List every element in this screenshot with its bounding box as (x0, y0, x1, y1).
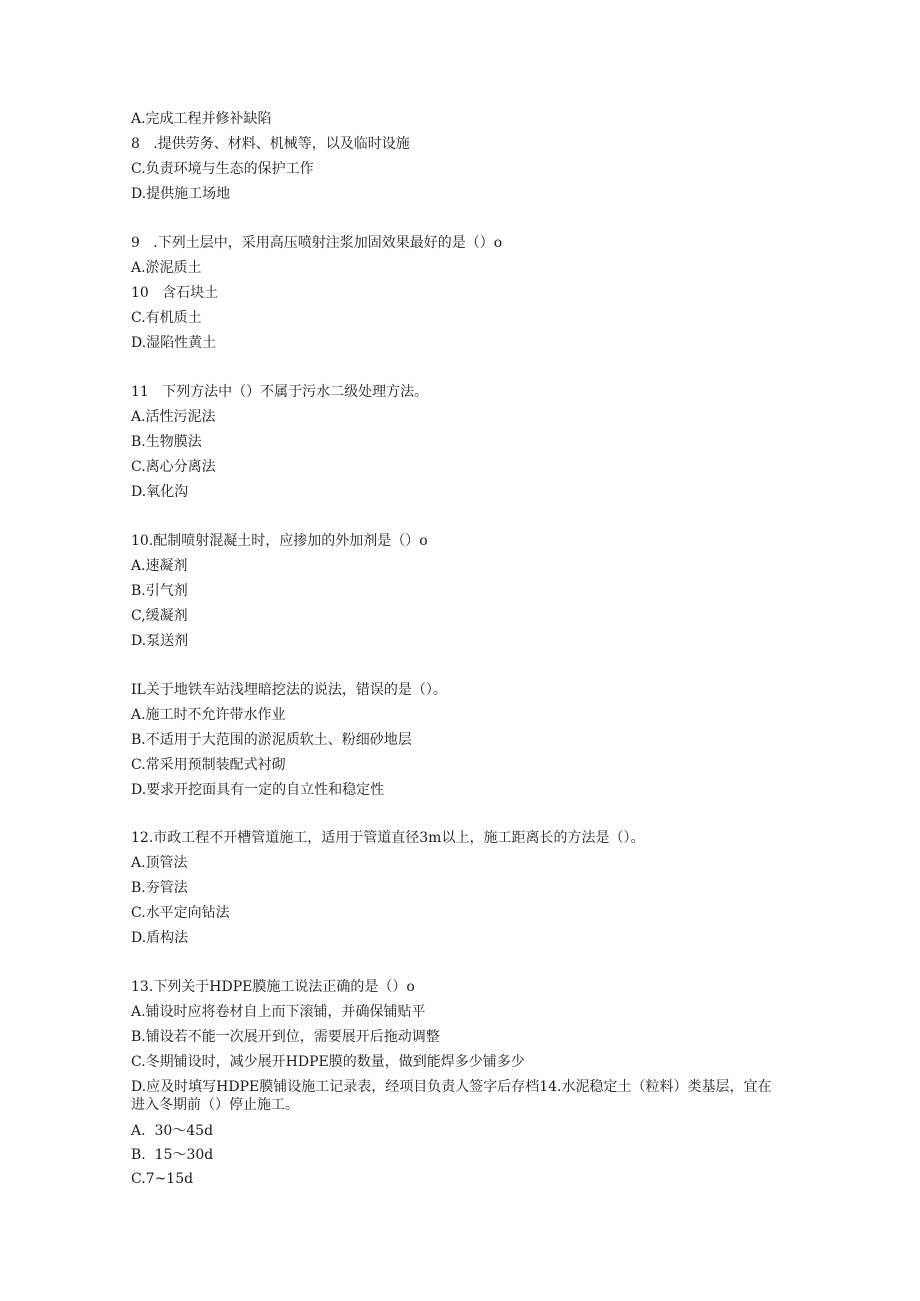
option-line: C.负责环境与生态的保护工作 (131, 161, 314, 177)
option-line: C.常采用预制装配式衬砌 (131, 757, 286, 773)
option-line: B.引气剂 (131, 583, 188, 599)
option-line: C,缓凝剂 (131, 608, 188, 624)
option-line: B.不适用于大范围的淤泥质软土、粉细砂地层 (131, 732, 412, 748)
option-line: A.淤泥质土 (131, 260, 202, 276)
option-line: A.施工时不允许带水作业 (131, 707, 286, 723)
option-line: B.生物膜法 (131, 434, 202, 450)
option-line: C.离心分离法 (131, 459, 216, 475)
option-line: B. 15～30d (131, 1147, 214, 1163)
option-line: D.氧化沟 (131, 484, 189, 500)
question-line: 11 下列方法中（）不属于污水二级处理方法。 (131, 384, 429, 400)
option-line: D.湿陷性黄土 (131, 335, 217, 351)
option-line: A.完成工程并修补缺陷 (131, 111, 272, 127)
question-line: 10.配制喷射混凝土时，应掺加的外加剂是（）o (131, 533, 428, 549)
option-line: D.泵送剂 (131, 633, 189, 649)
option-line: C.有机质土 (131, 310, 202, 326)
option-line: A.顶管法 (131, 855, 188, 871)
option-wrapped-line: D.应及时填写HDPE膜铺设施工记录表，经项目负责人签字后存档14.水泥稳定土（粒料）类基层，宜在进入冬期前（）停止施工。 (131, 1079, 772, 1113)
option-line: A.速凝剂 (131, 558, 188, 574)
question-line: 9 .下列土层中，采用高压喷射注浆加固效果最好的是（）o (131, 235, 503, 251)
option-line: A.活性污泥法 (131, 409, 216, 425)
option-line: B.铺设若不能一次展开到位，需要展开后拖动调整 (131, 1029, 440, 1045)
option-line: D.要求开挖面具有一定的自立性和稳定性 (131, 782, 385, 798)
option-line: C.水平定向钻法 (131, 905, 230, 921)
question-line: IL关于地铁车站浅埋暗挖法的说法，错误的是（）。 (131, 682, 447, 698)
option-line: B.夯管法 (131, 880, 188, 896)
question-line: 10 含石块土 (131, 285, 219, 301)
option-line: C.冬期铺设时，减少展开HDPE膜的数量，做到能焊多少铺多少 (131, 1054, 525, 1070)
option-line: A. 30～45d (131, 1123, 214, 1139)
option-line: D.盾构法 (131, 930, 189, 946)
option-line: D.提供施工场地 (131, 186, 231, 202)
question-line: 12.市政工程不开槽管道施工，适用于管道直径3m以上，施工距离长的方法是（）。 (131, 830, 645, 846)
question-line: 13.下列关于HDPE膜施工说法正确的是（）o (131, 979, 415, 995)
question-line: 8 .提供劳务、材料、机械等，以及临时设施 (131, 136, 410, 152)
option-line: A.铺设时应将卷材自上而下滚铺，并确保铺贴平 (131, 1004, 426, 1020)
option-line: C.7~15d (131, 1171, 194, 1187)
